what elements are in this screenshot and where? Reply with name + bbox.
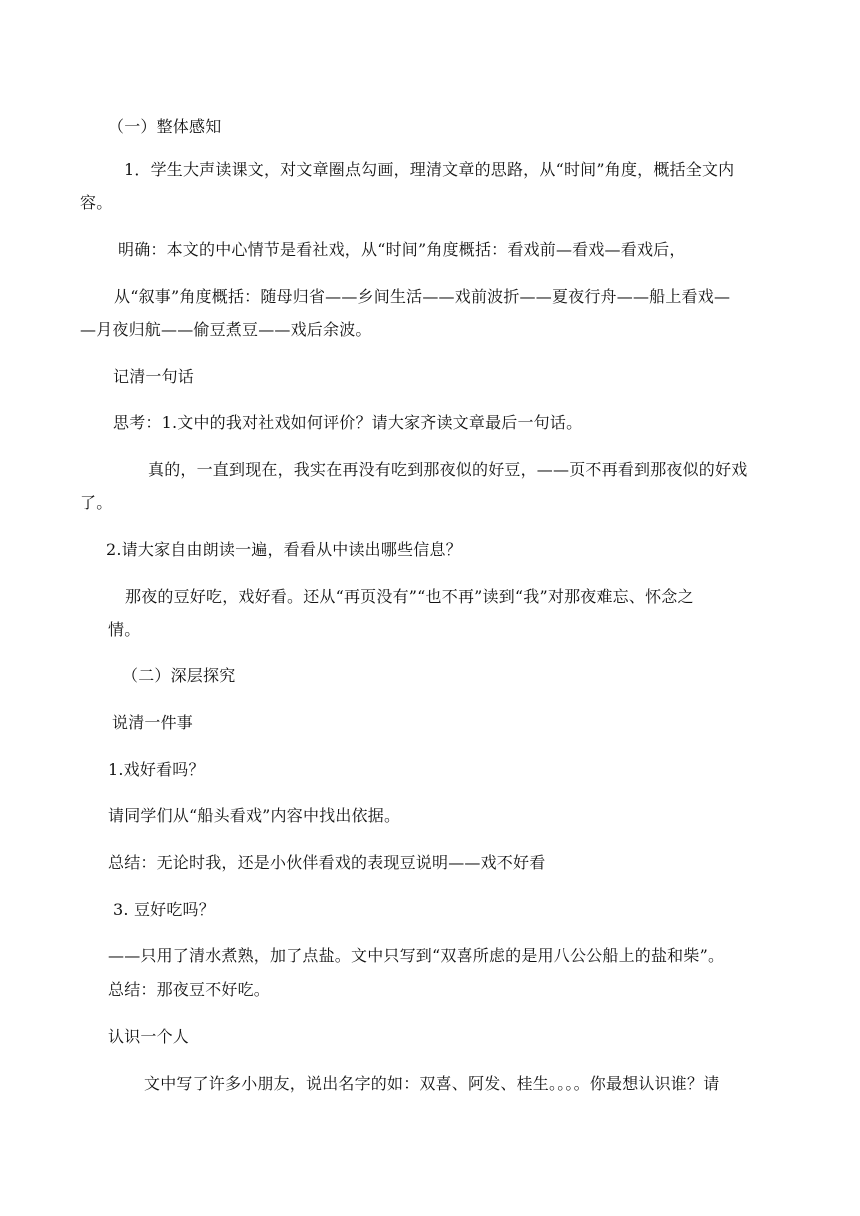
quote-line: 了。	[80, 493, 113, 512]
paragraph-line: 思考：1.文中的我对社戏如何评价？请大家齐读文章最后一句话。	[113, 413, 583, 432]
paragraph-line: —月夜归航——偷豆煮豆——戏后余波。	[80, 320, 372, 339]
paragraph-line: ——只用了清水煮熟，加了点盐。文中只写到“双喜所虑的是用八公公船上的盐和柴”。	[108, 946, 725, 965]
paragraph-line: 情。	[108, 620, 141, 639]
paragraph-line: 容。	[80, 193, 113, 212]
section-heading-deep-inquiry: （二）深层探究	[122, 666, 236, 685]
question-line: 1.戏好看吗？	[108, 760, 205, 779]
subheading-remember-sentence: 记清一句话	[113, 367, 195, 386]
paragraph-line: 从“叙事”角度概括：随母归省——乡间生活——戏前波折——夏夜行舟——船上看戏—	[114, 287, 731, 306]
paragraph-line: 那夜的豆好吃，戏好看。还从“再页没有”“也不再”读到“我”对那夜难忘、怀念之	[125, 587, 694, 606]
question-line: 3. 豆好吃吗？	[113, 900, 215, 919]
paragraph-line: 2.请大家自由朗读一遍，看看从中读出哪些信息？	[106, 540, 462, 559]
section-heading-overall-perception: （一）整体感知	[108, 117, 222, 136]
paragraph-line: 明确：本文的中心情节是看社戏，从“时间”角度概括：看戏前—看戏—看戏后，	[118, 240, 686, 259]
quote-line: 真的，一直到现在，我实在再没有吃到那夜似的好豆，——页不再看到那夜似的好戏	[148, 460, 748, 479]
summary-line: 总结：那夜豆不好吃。	[108, 980, 271, 999]
paragraph-line: 1．学生大声读课文，对文章圈点勾画，理清文章的思路，从“时间”角度，概括全文内	[124, 160, 735, 179]
summary-line: 总结：无论时我，还是小伙伴看戏的表现豆说明——戏不好看	[108, 853, 546, 872]
subheading-explain-event: 说清一件事	[112, 713, 194, 732]
subheading-meet-person: 认识一个人	[108, 1027, 190, 1046]
paragraph-line: 文中写了许多小朋友，说出名字的如：双喜、阿发、桂生。。。。你最想认识谁？请	[144, 1074, 720, 1093]
paragraph-line: 请同学们从“船头看戏”内容中找出依据。	[108, 806, 401, 825]
